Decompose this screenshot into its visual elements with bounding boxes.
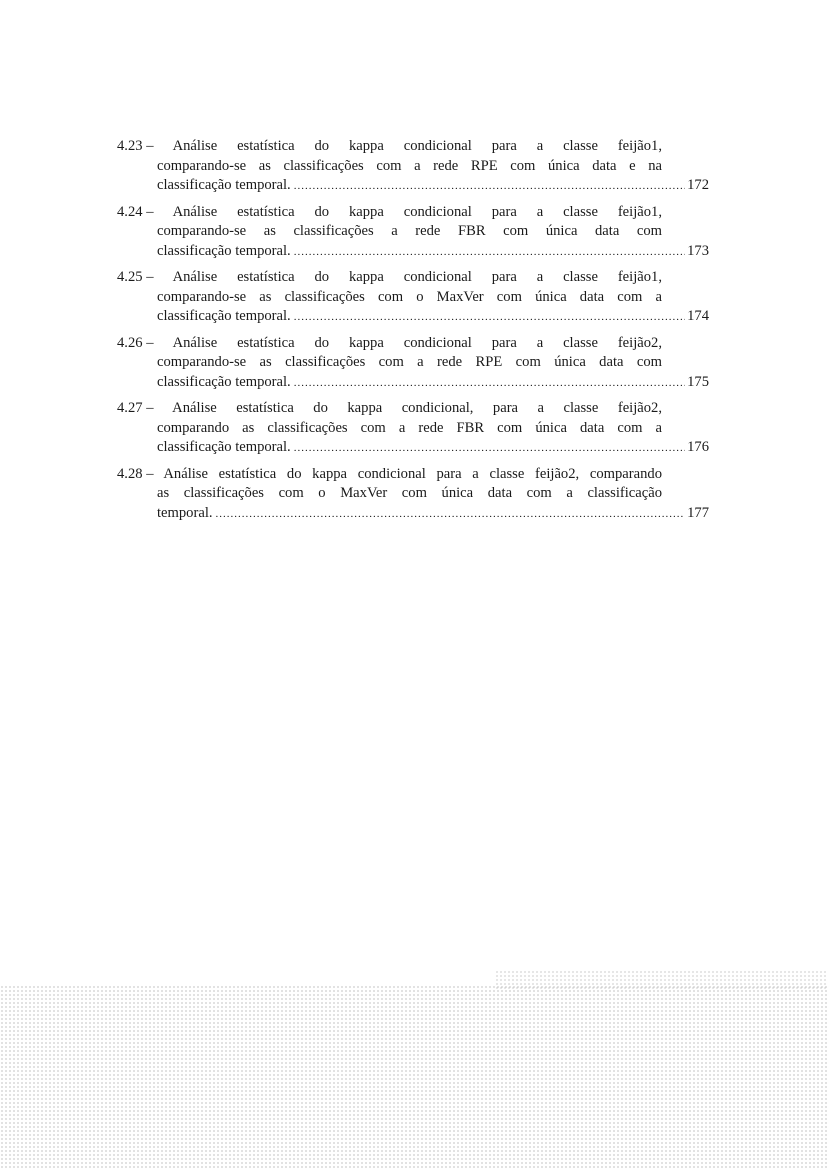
halftone-pattern <box>0 985 828 1169</box>
toc-entry-4-27[interactable] <box>117 399 709 459</box>
entry-text-line-2: comparando-se as classificações com a rede RPE com única data e na <box>157 157 662 174</box>
entry-text-line-1: – Análise estatística do kappa condicional para a classe feijão1, <box>146 269 662 285</box>
page-number: 174 <box>687 308 709 324</box>
dot-leader <box>294 243 685 263</box>
dot-leader <box>294 439 685 459</box>
toc-entry-4-25[interactable] <box>117 268 709 328</box>
entry-number: 4.27 <box>117 400 143 416</box>
dot-leader <box>294 177 685 197</box>
entry-text-line-3: temporal. <box>157 504 213 521</box>
dot-leader <box>294 308 685 328</box>
entry-text-line-3: classificação temporal. <box>157 177 291 193</box>
entry-number: 4.25 <box>117 269 143 285</box>
entry-number: 4.26 <box>117 334 143 351</box>
page-number: 175 <box>687 373 709 390</box>
dot-leader <box>216 505 686 525</box>
entry-text-line-2: comparando-se as classificações com a rede RPE com única data com <box>157 354 662 370</box>
entry-text-line-1: – Análise estatística do kappa condicional para a classe feijão1, <box>146 138 662 154</box>
entry-text-line-1: – Análise estatística do kappa condicional para a classe feijão1, <box>146 203 662 220</box>
entry-text-line-1: – Análise estatística do kappa condicional para a classe feijão2, <box>146 334 662 351</box>
entry-text-line-3: classificação temporal. <box>157 373 291 390</box>
entry-text-line-2: comparando as classificações com a rede FBR com única data com a <box>157 419 662 436</box>
toc-entry-4-24[interactable] <box>117 203 709 263</box>
toc-entry-4-28[interactable] <box>117 465 709 525</box>
table-of-contents <box>117 137 709 530</box>
entry-text-line-3: classificação temporal. <box>157 242 291 259</box>
dot-leader <box>294 374 685 394</box>
page-number: 176 <box>687 439 709 455</box>
entry-number: 4.23 <box>117 138 143 154</box>
entry-text-line-1: – Análise estatística do kappa condicional para a classe feijão2, comparando <box>146 465 662 482</box>
page-number: 173 <box>687 242 709 259</box>
toc-entry-4-26[interactable] <box>117 334 709 394</box>
entry-text-line-2: comparando-se as classificações a rede FBR com única data com <box>157 223 662 239</box>
entry-number: 4.24 <box>117 203 143 220</box>
entry-text-line-2: as classificações com o MaxVer com única data com a classificação <box>157 485 662 501</box>
page-number: 177 <box>687 504 709 521</box>
entry-number: 4.28 <box>117 465 143 482</box>
toc-entry-4-23[interactable] <box>117 137 709 197</box>
entry-text-line-2: comparando-se as classificações com o MaxVer com única data com a <box>157 288 662 305</box>
entry-text-line-3: classificação temporal. <box>157 308 291 324</box>
entry-text-line-3: classificação temporal. <box>157 439 291 455</box>
entry-text-line-1: – Análise estatística do kappa condicional, para a classe feijão2, <box>146 400 662 416</box>
page-number: 172 <box>687 177 709 193</box>
